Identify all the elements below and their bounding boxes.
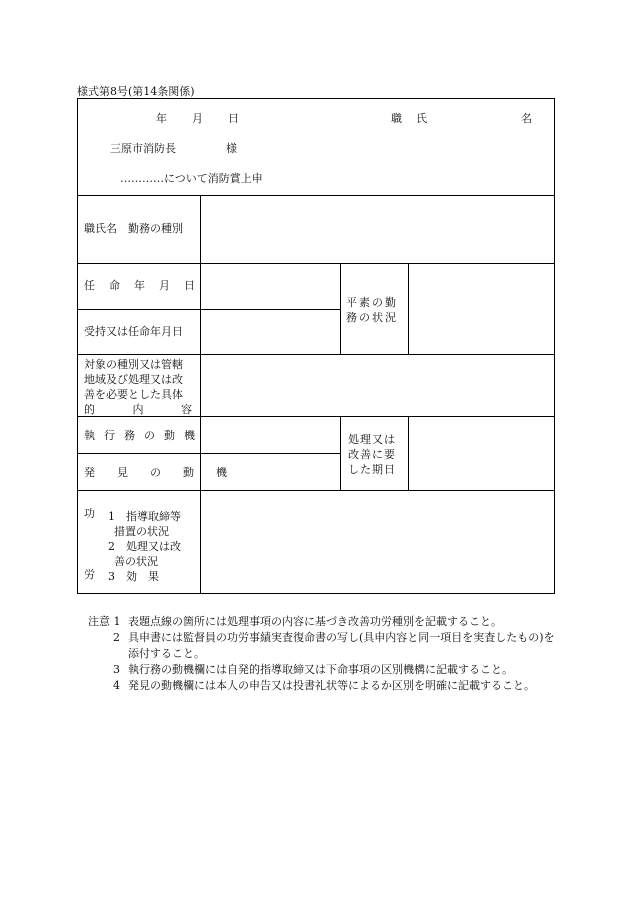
divider-jumochi: [78, 354, 554, 355]
form-number-label: 様式第8号(第14条関係): [77, 85, 195, 98]
note-item: 注意 1 表題点線の箇所には処理事項の内容に基づき改善功労種別を記載すること。: [88, 615, 502, 628]
label-heiso: 平素の勤務の状況: [346, 296, 398, 324]
label-jumochi: 受持又は任命年月日: [84, 325, 183, 338]
honorific-label: 様: [226, 142, 237, 155]
title-shi-label: 氏: [416, 112, 427, 125]
divider-shikkou: [78, 453, 340, 454]
label-taisho: 対象の種別又は管轄 地域及び処理又は改 善を必要とした具体 的 内 容: [84, 358, 192, 416]
divider-header: [78, 195, 554, 196]
vline-shori-right: [408, 416, 409, 490]
subject-line: …………について消防賞上申: [120, 172, 263, 185]
application-form-table: [77, 98, 555, 594]
note-item: 3 執行務の動機欄には自発的指導取締又は下命事項の区別機構に記載すること。: [113, 663, 513, 676]
divider-hakken: [78, 490, 554, 491]
label-koro-top: 功: [84, 507, 95, 520]
date-month-label: 月: [192, 112, 203, 125]
vline-label-column: [200, 195, 201, 593]
vline-heiso-right: [408, 263, 409, 354]
label-shori: 処理又は改善に要した期日: [348, 433, 396, 476]
label-ninmei: 任命年月日: [84, 279, 209, 292]
note-item: 4 発見の動機欄には本人の申告又は投書礼状等によるか区別を明確に記載すること。: [113, 679, 535, 692]
koro-items: 1 指導取締等 措置の状況 2 処理又は改 善の状況 3 効 果: [108, 510, 181, 583]
divider-shokushimei: [78, 263, 554, 264]
title-shoku-label: 職: [391, 112, 402, 125]
title-mei-label: 名: [521, 112, 532, 125]
label-shokushimei: 職氏名 勤務の種別: [84, 222, 183, 235]
date-year-label: 年: [156, 112, 167, 125]
label-hakken: 発見の動機: [84, 466, 249, 479]
date-day-label: 日: [228, 112, 239, 125]
notes-section: [88, 614, 558, 694]
addressee-label: 三原市消防長: [110, 142, 176, 155]
vline-shori-left: [340, 416, 341, 490]
label-shikkou: 執行務の動機: [84, 429, 204, 442]
divider-ninmei: [78, 309, 340, 310]
label-koro-bottom: 労: [84, 568, 95, 581]
vline-heiso-left: [340, 263, 341, 354]
note-item: 2 具申書には監督員の功労事績実査復命書の写し(具申内容と同一項目を実査したもの)を添付すること。: [113, 631, 555, 660]
